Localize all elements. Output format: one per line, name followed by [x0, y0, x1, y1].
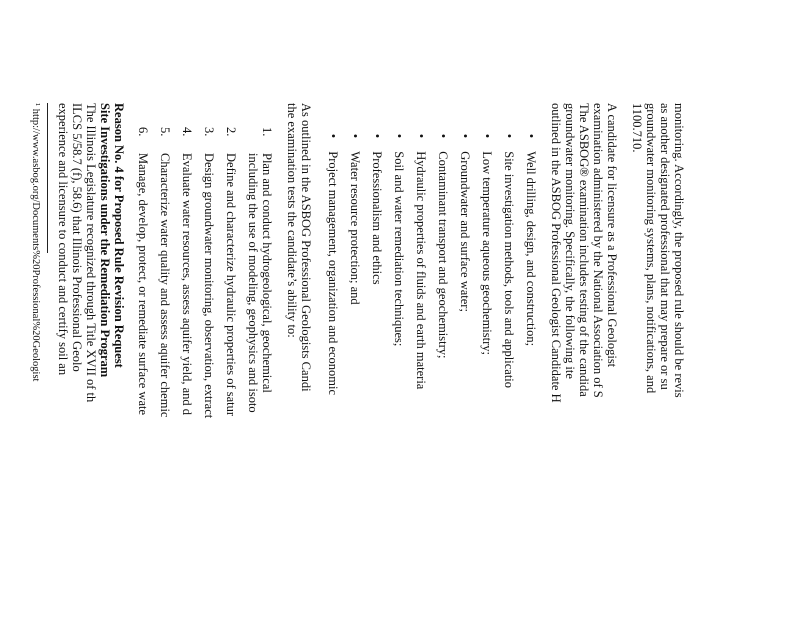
reason-heading: Reason No. 4 for Proposed Rule Revision Request	[112, 103, 126, 368]
reason-subheading: Site Investigations under the Remediation Program	[98, 103, 112, 378]
item-number: 3.	[202, 127, 216, 137]
bullet-icon: •	[414, 133, 428, 139]
numbered-item	[136, 127, 150, 415]
bullet-text: Contaminant transport and geochemistry;	[436, 151, 450, 359]
bullet-icon: •	[502, 133, 516, 139]
bullet-icon: •	[326, 133, 340, 139]
bullet-item	[370, 127, 384, 285]
intro-line-1: monitoring. Accordingly, the proposed rule should be revis	[672, 103, 686, 398]
bullet-text: Site investigation methods, tools and applicatio	[502, 151, 516, 389]
numbered-item	[158, 127, 172, 417]
item-number: 6.	[136, 127, 150, 137]
item-number: 5.	[158, 127, 172, 137]
bullet-icon: •	[370, 133, 384, 139]
bullet-icon: •	[436, 133, 450, 139]
bullet-text: Well drilling, design, and construction;	[524, 151, 538, 347]
reason-line-2: ILCS 5/58.7 (f), 58.6) that Illinois Professional Geolo	[70, 103, 84, 372]
bullet-text: Professionalism and ethics	[370, 151, 384, 285]
footnote-rule	[47, 103, 48, 253]
para2-line-4: groundwater monitoring. Specifically, the following ite	[563, 103, 577, 379]
para3-line-1: As outlined in the ASBOG Professional Geologists Candi	[299, 103, 313, 392]
reason-line-1: The Illinois Legislature recognized through Title XVII of th	[84, 103, 98, 403]
reason-line-3: experience and licensure to conduct and certify soil an	[56, 103, 70, 376]
bullet-item	[480, 127, 494, 355]
para2-line-1: A candidate for licensure as a Professional Geologist	[605, 103, 619, 368]
bullet-text: Soil and water remediation techniques;	[392, 151, 406, 347]
item-number: 4.	[180, 127, 194, 137]
bullet-item	[524, 127, 538, 346]
item-number: 2.	[224, 127, 238, 137]
para2-line-2: examination administered by the National Association of S	[591, 103, 605, 398]
bullet-item	[502, 127, 516, 388]
numbered-item	[260, 127, 274, 393]
bullet-item	[392, 127, 406, 346]
numbered-item	[202, 127, 216, 418]
para2-line-5: outlined in the ASBOG Professional Geologist Candidate H	[549, 103, 563, 403]
para2-line-3: The ASBOG® examination includes testing of the candida	[577, 103, 591, 397]
intro-line-2: as another designated professional that may prepare or su	[658, 103, 672, 390]
bullet-item	[458, 127, 472, 312]
numbered-item	[224, 127, 238, 416]
intro-line-4: 1100.710.	[630, 103, 644, 153]
bullet-item	[326, 127, 340, 395]
item-number: 1.	[260, 127, 274, 137]
intro-line-3: groundwater monitoring systems, plans, notifications, and	[644, 103, 658, 394]
bullet-icon: •	[392, 133, 406, 139]
para3-line-2: the examination tests the candidate’s ability to:	[285, 103, 299, 338]
bullet-text: Hydraulic properties of fluids and earth materia	[414, 151, 428, 390]
item-text: Design groundwater monitoring, observation, extract	[202, 153, 216, 419]
item-text: Plan and conduct hydrogeological, geochemical	[260, 153, 274, 393]
bullet-item	[414, 127, 428, 389]
bullet-icon: •	[348, 133, 362, 139]
bullet-item	[436, 127, 450, 359]
item-text: Manage, develop, protect, or remediate surface wate	[136, 153, 150, 416]
numbered-item-continuation: including the use of modeling, geophysics and isoto	[246, 153, 260, 413]
bullet-icon: •	[480, 133, 494, 139]
bullet-text: Project management, organization and economic	[326, 151, 340, 396]
item-text: Characterize water quality and assess aquifer chemic	[158, 153, 172, 418]
bullet-icon: •	[524, 133, 538, 139]
bullet-text: Low temperature aqueous geochemistry;	[480, 151, 494, 355]
footnote: ¹ http://www.asbog.org/Documents%20Professional%20Geologist	[30, 103, 41, 382]
item-text: Define and characterize hydraulic properties of satur	[224, 153, 238, 417]
bullet-item	[348, 127, 362, 305]
bullet-icon: •	[458, 133, 472, 139]
item-text: Evaluate water resources, assess aquifer yield, and d	[180, 153, 194, 416]
rotated-document-page	[30, 103, 690, 633]
bullet-text: Groundwater and surface water;	[458, 151, 472, 312]
bullet-text: Water resource protection; and	[348, 151, 362, 305]
numbered-item	[180, 127, 194, 415]
